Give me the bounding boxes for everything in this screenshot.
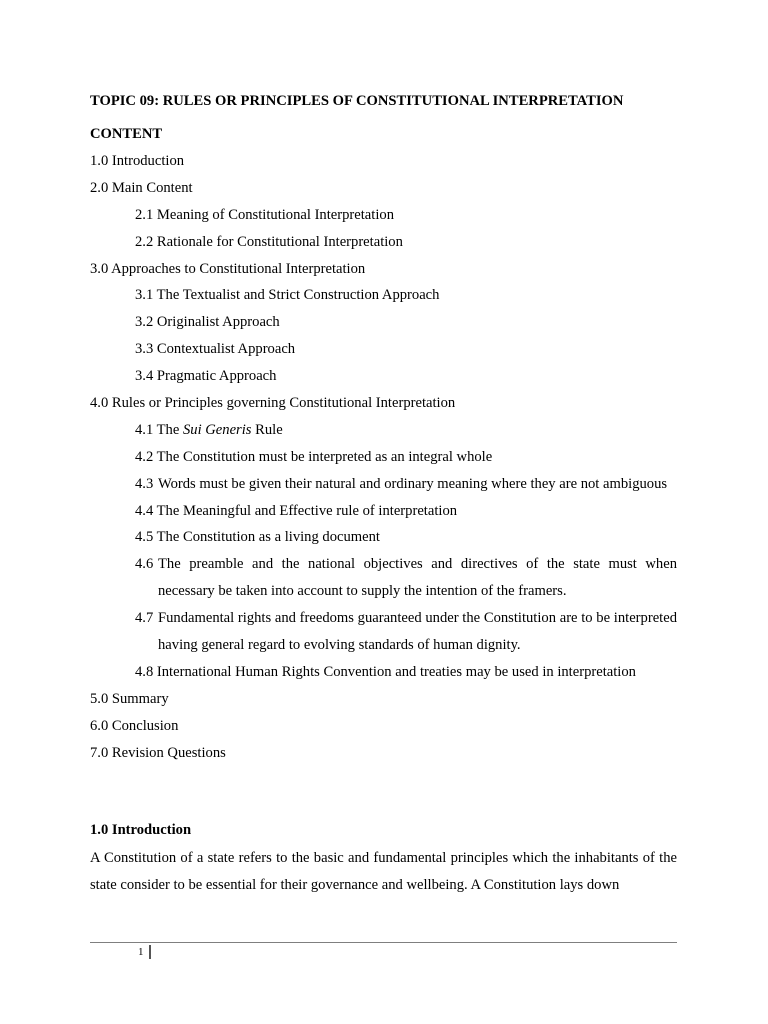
toc-item-meaning: 2.1 Meaning of Constitutional Interpretation <box>135 206 394 223</box>
toc-item-summary: 5.0 Summary <box>90 690 169 707</box>
toc-item-sui-generis-prefix: 4.1 The <box>135 421 183 438</box>
toc-item-revision-questions: 7.0 Revision Questions <box>90 744 226 761</box>
document-page <box>90 0 677 1024</box>
page-number-bar <box>149 945 151 959</box>
toc-item-number: 4.3 <box>135 475 154 492</box>
toc-item-natural-meaning <box>90 471 677 498</box>
toc-item-originalist: 3.2 Originalist Approach <box>135 314 280 331</box>
page-number <box>138 945 151 959</box>
toc-item-text: The preamble and the national objectives and directives of the state must when necessary be taken into account to supply the intention of the framers. <box>158 556 677 600</box>
toc-item-contextualist: 3.3 Contextualist Approach <box>135 341 296 358</box>
toc-item-main-content: 2.0 Main Content <box>90 179 193 196</box>
toc-item-sui-generis-suffix: Rule <box>251 421 283 438</box>
toc-item-textualist: 3.1 The Textualist and Strict Construction Approach <box>135 287 440 304</box>
introduction-heading: 1.0 Introduction <box>90 822 192 838</box>
toc-item-number: 4.7 <box>135 610 154 627</box>
document-title: TOPIC 09: RULES OR PRINCIPLES OF CONSTITUTIONAL INTERPRETATION <box>90 93 624 109</box>
toc-item-living-document: 4.5 The Constitution as a living document <box>135 529 380 546</box>
toc-item-preamble <box>90 551 677 605</box>
toc-item-introduction: 1.0 Introduction <box>90 153 185 169</box>
toc-item-approaches: 3.0 Approaches to Constitutional Interpretation <box>90 260 366 277</box>
toc-item-rules: 4.0 Rules or Principles governing Constitutional Interpretation <box>90 395 456 412</box>
toc-item-rationale: 2.2 Rationale for Constitutional Interpretation <box>135 233 403 250</box>
toc-item-conclusion: 6.0 Conclusion <box>90 717 179 734</box>
toc-item-pragmatic: 3.4 Pragmatic Approach <box>135 368 277 385</box>
toc-item-sui-generis-italic: Sui Generis <box>182 421 252 438</box>
toc-item-meaningful-effective: 4.4 The Meaningful and Effective rule of interpretation <box>135 502 458 519</box>
introduction-paragraph: A Constitution of a state refers to the basic and fundamental principles which the inhabitants of the state consider to be essential for their governance and wellbeing. A Constitution lays down <box>90 850 677 893</box>
toc-item-fundamental-rights <box>90 605 677 659</box>
footer-divider <box>90 942 677 943</box>
page-number-text: 1 <box>138 946 144 958</box>
toc-item-text: Fundamental rights and freedoms guaranteed under the Constitution are to be interpreted having general regard to evolving standards of human dignity. <box>158 610 677 654</box>
toc-item-sui-generis <box>90 417 677 444</box>
toc-item-number: 4.6 <box>135 556 154 573</box>
toc-item-text: Words must be given their natural and ordinary meaning where they are not ambiguous <box>158 475 668 492</box>
toc-item-human-rights-treaties: 4.8 International Human Rights Convention and treaties may be used in interpretation <box>135 664 636 680</box>
table-of-contents <box>90 148 677 767</box>
content-heading: CONTENT <box>90 126 163 142</box>
toc-item-integral-whole: 4.2 The Constitution must be interpreted as an integral whole <box>135 448 493 465</box>
